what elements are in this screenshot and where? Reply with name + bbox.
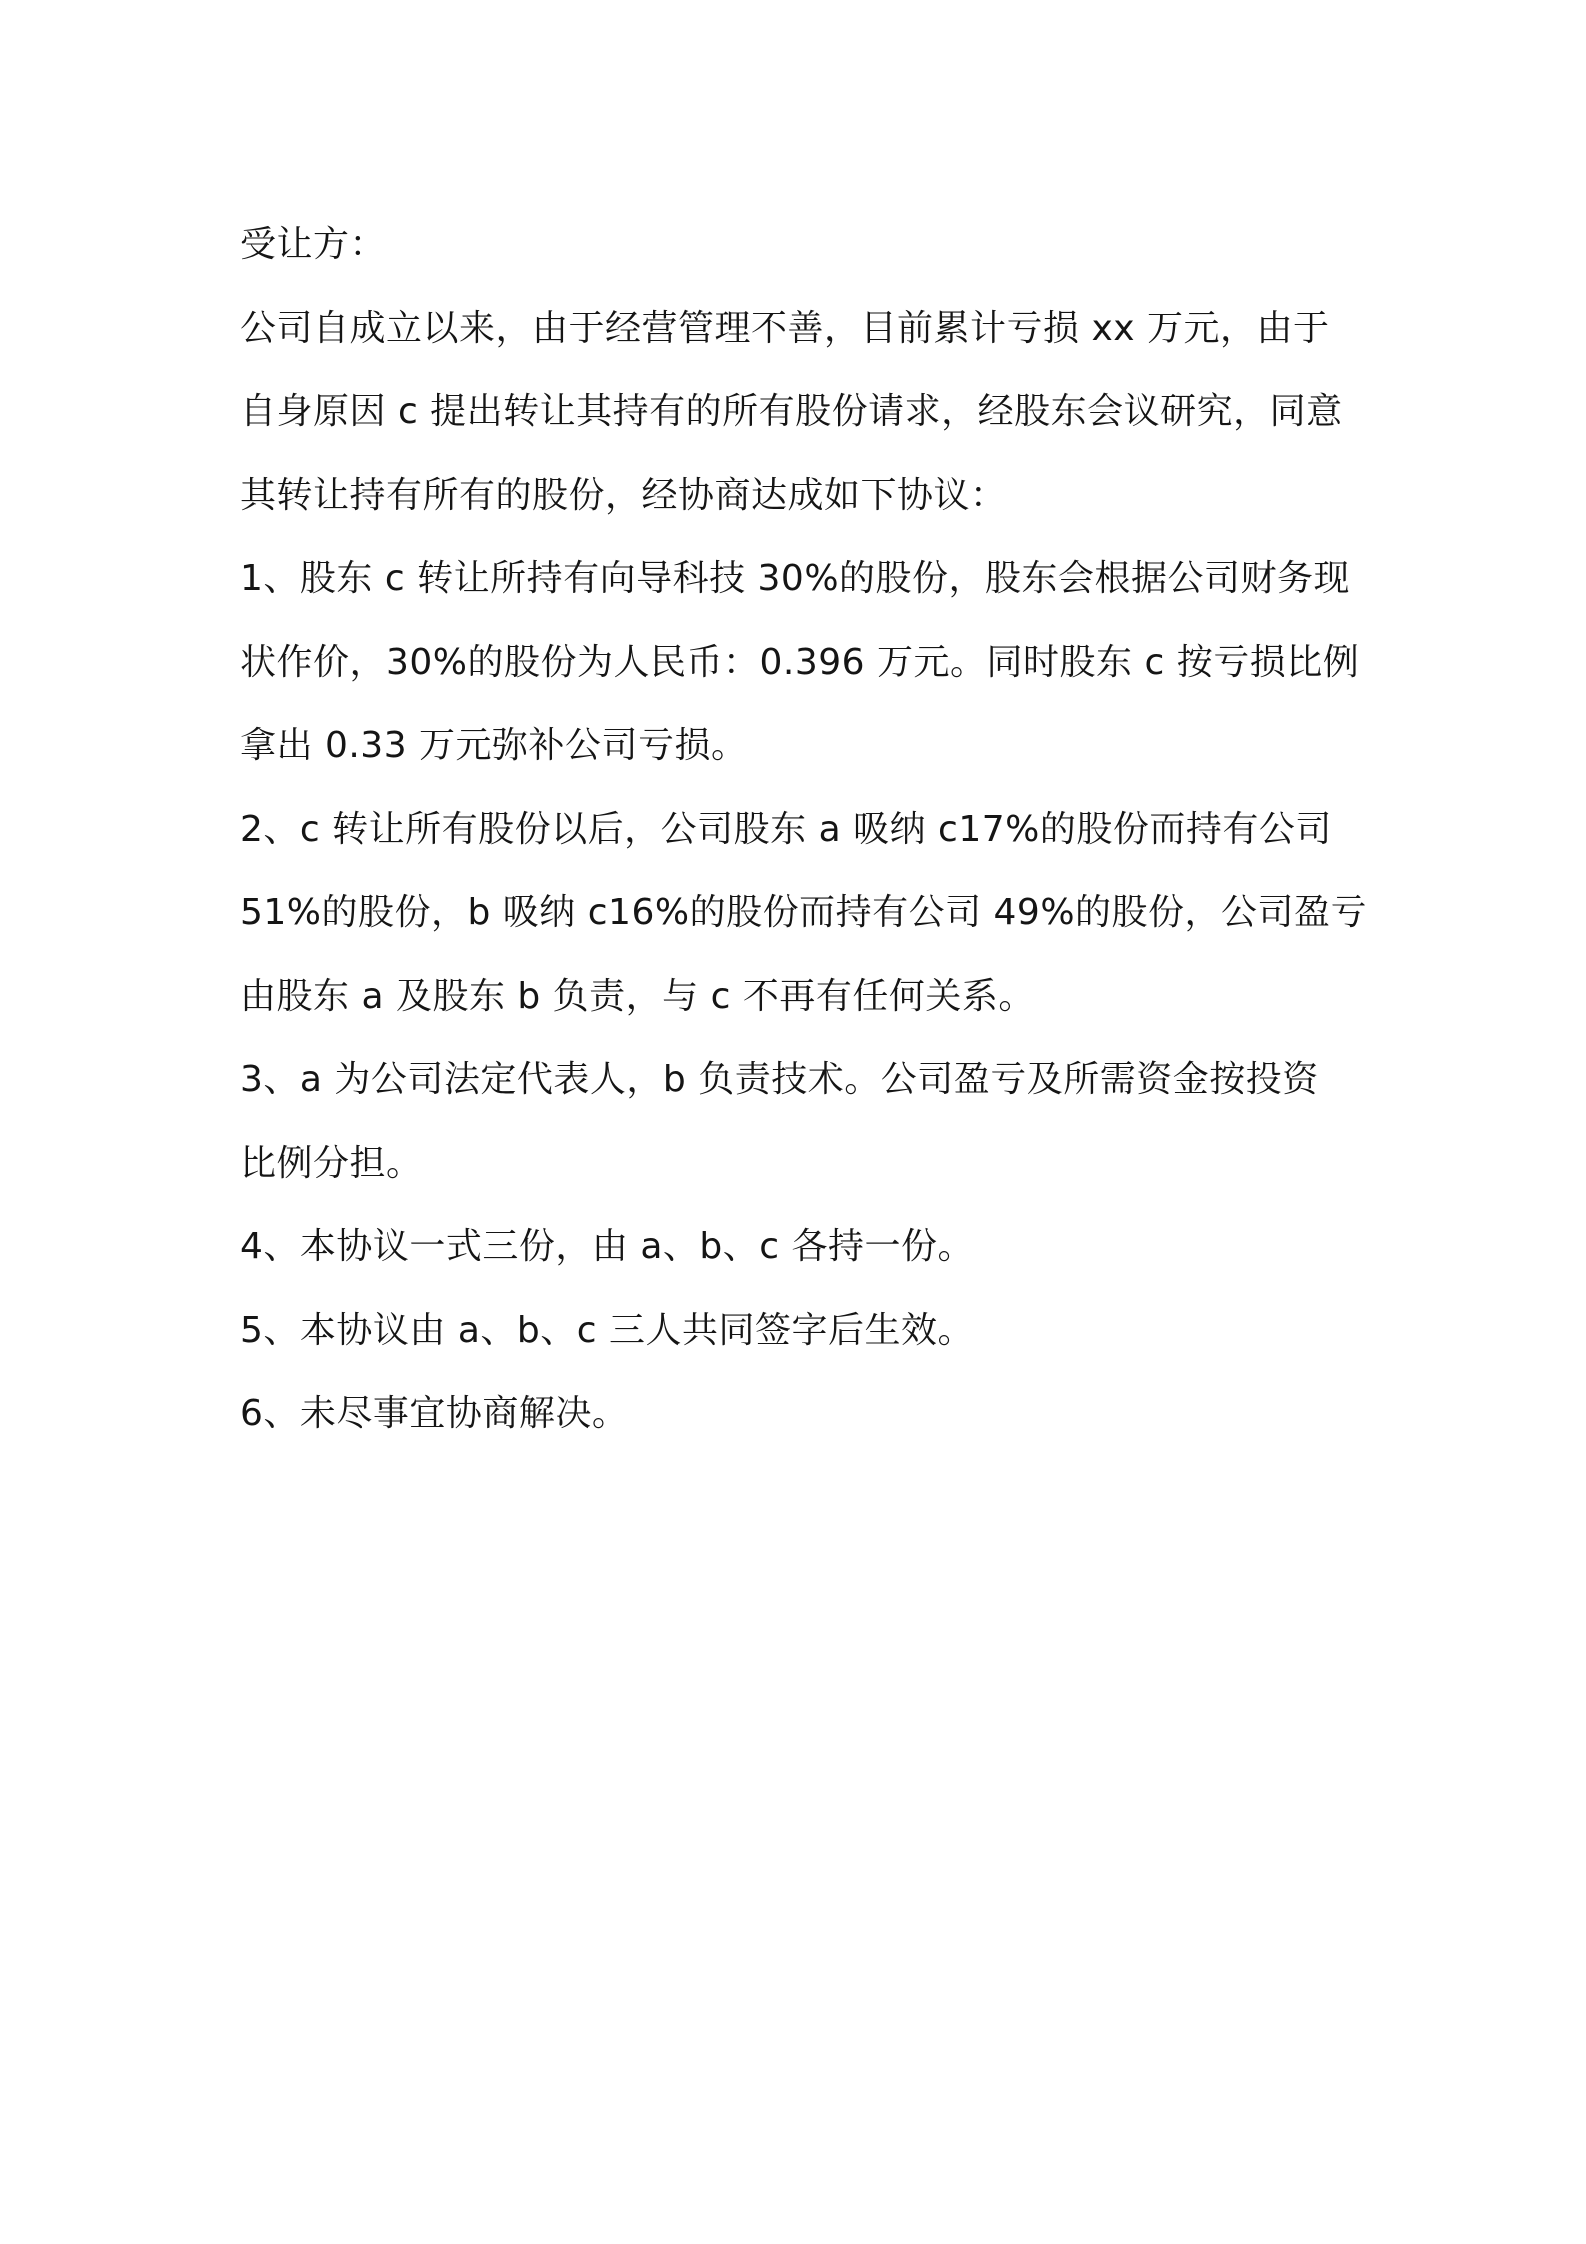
text-line: 51%的股份，b 吸纳 c16%的股份而持有公司 49%的股份，公司盈亏 bbox=[240, 892, 1368, 933]
text-line: 自身原因 c 提出转让其持有的所有股份请求，经股东会议研究，同意 bbox=[240, 391, 1343, 432]
text-line: 6、未尽事宜协商解决。 bbox=[240, 1393, 629, 1434]
clause-2 bbox=[240, 788, 1368, 1039]
text-line: 公司自成立以来，由于经营管理不善，目前累计亏损 xx 万元，由于 bbox=[240, 307, 1330, 349]
text-line: 5、本协议由 a、b、c 三人共同签字后生效。 bbox=[240, 1309, 974, 1351]
text-line: 状作价，30%的股份为人民币：0.396 万元。同时股东 c 按亏损比例 bbox=[240, 641, 1360, 683]
document-body bbox=[240, 203, 1368, 1456]
text-line: 2、c 转让所有股份以后，公司股东 a 吸纳 c17%的股份而持有公司 bbox=[240, 808, 1332, 850]
text-line: 3、a 为公司法定代表人，b 负责技术。公司盈亏及所需资金按投资 bbox=[240, 1059, 1319, 1100]
clause-5 bbox=[240, 1289, 1360, 1373]
text-line: 1、股东 c 转让所持有向导科技 30%的股份，股东会根据公司财务现 bbox=[240, 558, 1351, 599]
clause-1 bbox=[240, 537, 1360, 788]
paragraph-intro bbox=[240, 287, 1360, 538]
text-line: 由股东 a 及股东 b 负责，与 c 不再有任何关系。 bbox=[240, 975, 1035, 1017]
text-line: 拿出 0.33 万元弥补公司亏损。 bbox=[240, 725, 748, 766]
clause-6 bbox=[240, 1372, 1360, 1456]
text-line: 其转让持有所有的股份，经协商达成如下协议： bbox=[240, 474, 1007, 516]
heading-line: 受让方： bbox=[240, 224, 387, 265]
heading bbox=[240, 203, 1360, 287]
text-line: 4、本协议一式三份，由 a、b、c 各持一份。 bbox=[240, 1226, 974, 1267]
clause-4 bbox=[240, 1205, 1360, 1289]
text-line: 比例分担。 bbox=[240, 1142, 423, 1184]
clause-3 bbox=[240, 1038, 1360, 1205]
